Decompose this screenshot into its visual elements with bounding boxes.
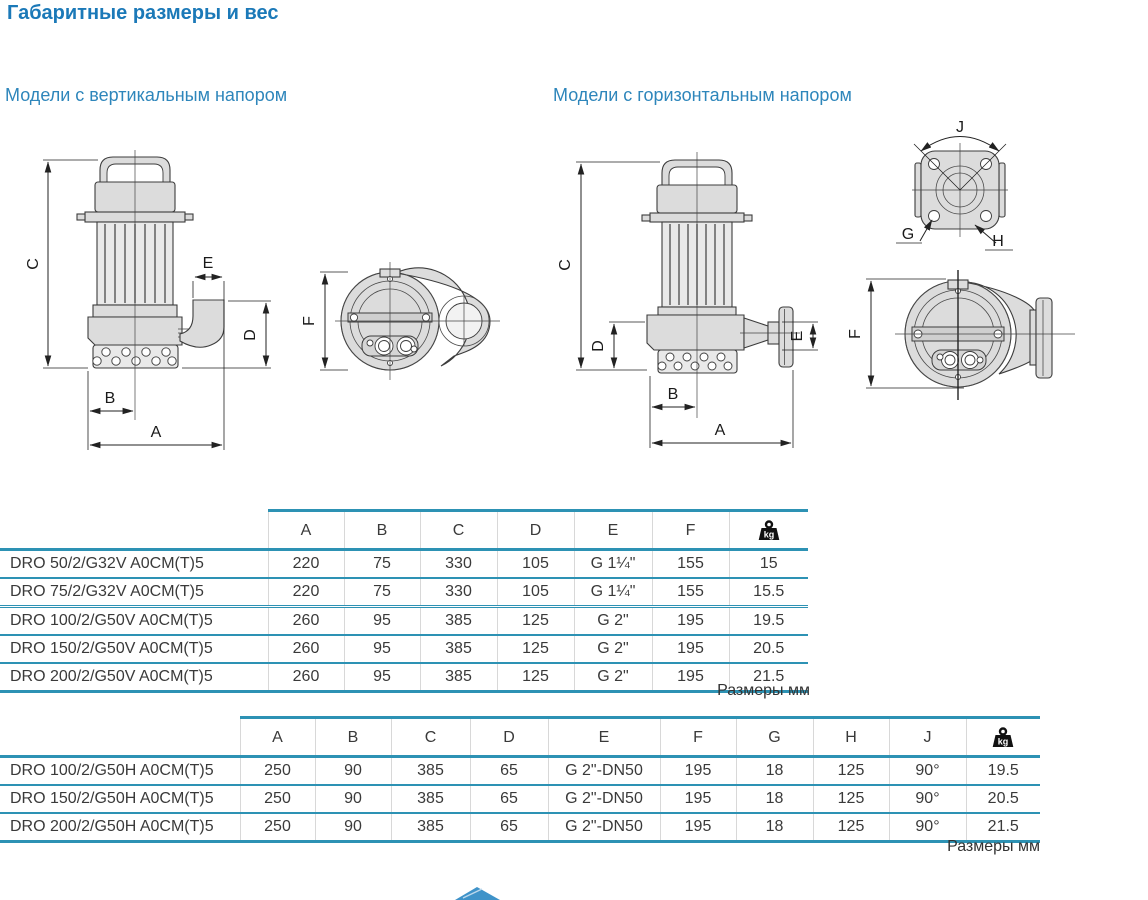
value-cell: 195 xyxy=(652,635,729,663)
value-cell: 195 xyxy=(660,757,736,786)
weight-cell: 15 xyxy=(729,550,808,579)
col-header-E: E xyxy=(574,511,652,550)
value-cell: 95 xyxy=(344,635,420,663)
dim-label-F2: F xyxy=(847,329,864,339)
weight-cell: 19.5 xyxy=(966,757,1040,786)
value-cell: 385 xyxy=(391,757,470,786)
value-cell: 90° xyxy=(889,813,966,842)
value-cell: 105 xyxy=(497,578,574,607)
horizontal-models-table xyxy=(0,716,1040,843)
vertical-pump-side-view-drawing xyxy=(20,125,305,475)
value-cell: 125 xyxy=(497,607,574,636)
table-row xyxy=(0,578,808,607)
value-cell: 90° xyxy=(889,785,966,813)
col-header-C: C xyxy=(420,511,497,550)
value-cell: 260 xyxy=(268,635,344,663)
dim-label-D: D xyxy=(242,329,259,341)
units-note: Размеры мм xyxy=(947,838,1040,855)
weight-cell: 21.5 xyxy=(966,813,1040,842)
value-cell: G 1¼" xyxy=(574,550,652,579)
model-cell: DRO 100/2/G50V A0CM(T)5 xyxy=(0,607,268,636)
value-cell: G 2" xyxy=(574,607,652,636)
dim-label-C: C xyxy=(25,258,42,270)
table2-model-header xyxy=(0,718,240,757)
value-cell: 330 xyxy=(420,578,497,607)
col-header-D: D xyxy=(470,718,548,757)
model-cell: DRO 200/2/G50V A0CM(T)5 xyxy=(0,663,268,692)
table1-model-header xyxy=(0,511,268,550)
table1-header-row xyxy=(0,511,808,550)
table-row xyxy=(0,550,808,579)
dim-label-J: J xyxy=(956,119,964,136)
weight-cell: 20.5 xyxy=(966,785,1040,813)
value-cell: 65 xyxy=(470,813,548,842)
col-header-F: F xyxy=(660,718,736,757)
value-cell: 155 xyxy=(652,578,729,607)
value-cell: 195 xyxy=(652,607,729,636)
model-cell: DRO 75/2/G32V A0CM(T)5 xyxy=(0,578,268,607)
kg-weight-icon xyxy=(757,520,781,542)
value-cell: 65 xyxy=(470,757,548,786)
col-header-B: B xyxy=(315,718,391,757)
model-cell: DRO 50/2/G32V A0CM(T)5 xyxy=(0,550,268,579)
value-cell: 125 xyxy=(497,635,574,663)
value-cell: 195 xyxy=(660,813,736,842)
col-header-weight xyxy=(729,511,808,550)
dim-label-H: H xyxy=(992,233,1004,250)
value-cell: 250 xyxy=(240,785,315,813)
value-cell: G 2"-DN50 xyxy=(548,813,660,842)
value-cell: 125 xyxy=(813,757,889,786)
col-header-A: A xyxy=(240,718,315,757)
value-cell: 220 xyxy=(268,578,344,607)
dim-label-D2: D xyxy=(590,340,607,352)
value-cell: 18 xyxy=(736,813,813,842)
table-row xyxy=(0,635,808,663)
weight-cell: 20.5 xyxy=(729,635,808,663)
vertical-models-table xyxy=(0,509,808,693)
dim-label-E2: E xyxy=(789,330,806,342)
model-cell: DRO 200/2/G50H A0CM(T)5 xyxy=(0,813,240,842)
model-cell: DRO 150/2/G50V A0CM(T)5 xyxy=(0,635,268,663)
value-cell: 105 xyxy=(497,550,574,579)
col-header-E: E xyxy=(548,718,660,757)
col-header-weight xyxy=(966,718,1040,757)
value-cell: 385 xyxy=(420,663,497,692)
horizontal-pump-top-view-drawing xyxy=(845,252,1145,427)
value-cell: G 2" xyxy=(574,635,652,663)
kg-unit-label: kg xyxy=(997,736,1009,746)
section-title-horizontal: Модели с горизонтальным напором xyxy=(553,85,852,105)
value-cell: 385 xyxy=(391,813,470,842)
section-title-vertical: Модели с вертикальным напором xyxy=(5,85,288,105)
col-header-C: C xyxy=(391,718,470,757)
value-cell: 385 xyxy=(391,785,470,813)
flange-end-view-drawing xyxy=(885,108,1140,268)
col-header-A: A xyxy=(268,511,344,550)
value-cell: 125 xyxy=(813,813,889,842)
table-row xyxy=(0,607,808,636)
dim-label-B2: B xyxy=(667,386,679,403)
value-cell: 385 xyxy=(420,635,497,663)
value-cell: 90° xyxy=(889,757,966,786)
value-cell: 385 xyxy=(420,607,497,636)
kg-weight-icon xyxy=(991,727,1015,749)
weight-cell: 19.5 xyxy=(729,607,808,636)
value-cell: 330 xyxy=(420,550,497,579)
dim-label-E: E xyxy=(202,255,214,272)
value-cell: 195 xyxy=(652,663,729,692)
value-cell: 95 xyxy=(344,607,420,636)
value-cell: 75 xyxy=(344,550,420,579)
value-cell: G 2"-DN50 xyxy=(548,757,660,786)
horizontal-pump-side-view-drawing xyxy=(555,130,855,475)
value-cell: 125 xyxy=(497,663,574,692)
col-header-J: J xyxy=(889,718,966,757)
dim-label-F: F xyxy=(301,316,318,326)
dim-label-G: G xyxy=(901,226,915,243)
value-cell: 90 xyxy=(315,813,391,842)
model-cell: DRO 100/2/G50H A0CM(T)5 xyxy=(0,757,240,786)
value-cell: G 2" xyxy=(574,663,652,692)
units-note: Размеры мм xyxy=(717,682,810,699)
value-cell: 18 xyxy=(736,785,813,813)
vertical-pump-top-view-drawing xyxy=(300,250,525,425)
value-cell: 18 xyxy=(736,757,813,786)
value-cell: 250 xyxy=(240,813,315,842)
value-cell: 95 xyxy=(344,663,420,692)
brand-logo-fragment xyxy=(448,884,508,900)
dim-label-A: A xyxy=(150,424,162,441)
table2-header-row xyxy=(0,718,1040,757)
col-header-D: D xyxy=(497,511,574,550)
value-cell: 250 xyxy=(240,757,315,786)
table-row xyxy=(0,785,1040,813)
col-header-H: H xyxy=(813,718,889,757)
weight-cell: 21.5 xyxy=(729,663,808,692)
table-row xyxy=(0,757,1040,786)
page-title: Габаритные размеры и вес xyxy=(7,2,279,24)
col-header-B: B xyxy=(344,511,420,550)
value-cell: 90 xyxy=(315,785,391,813)
col-header-F: F xyxy=(652,511,729,550)
value-cell: 65 xyxy=(470,785,548,813)
value-cell: 90 xyxy=(315,757,391,786)
weight-cell: 15.5 xyxy=(729,578,808,607)
dim-label-C2: C xyxy=(557,259,574,271)
col-header-G: G xyxy=(736,718,813,757)
value-cell: 195 xyxy=(660,785,736,813)
dim-label-A2: A xyxy=(714,422,726,439)
value-cell: 155 xyxy=(652,550,729,579)
value-cell: 260 xyxy=(268,663,344,692)
dim-label-B: B xyxy=(104,390,116,407)
value-cell: 75 xyxy=(344,578,420,607)
value-cell: G 1¼" xyxy=(574,578,652,607)
kg-unit-label: kg xyxy=(763,529,775,539)
value-cell: 220 xyxy=(268,550,344,579)
value-cell: G 2"-DN50 xyxy=(548,785,660,813)
value-cell: 260 xyxy=(268,607,344,636)
model-cell: DRO 150/2/G50H A0CM(T)5 xyxy=(0,785,240,813)
value-cell: 125 xyxy=(813,785,889,813)
